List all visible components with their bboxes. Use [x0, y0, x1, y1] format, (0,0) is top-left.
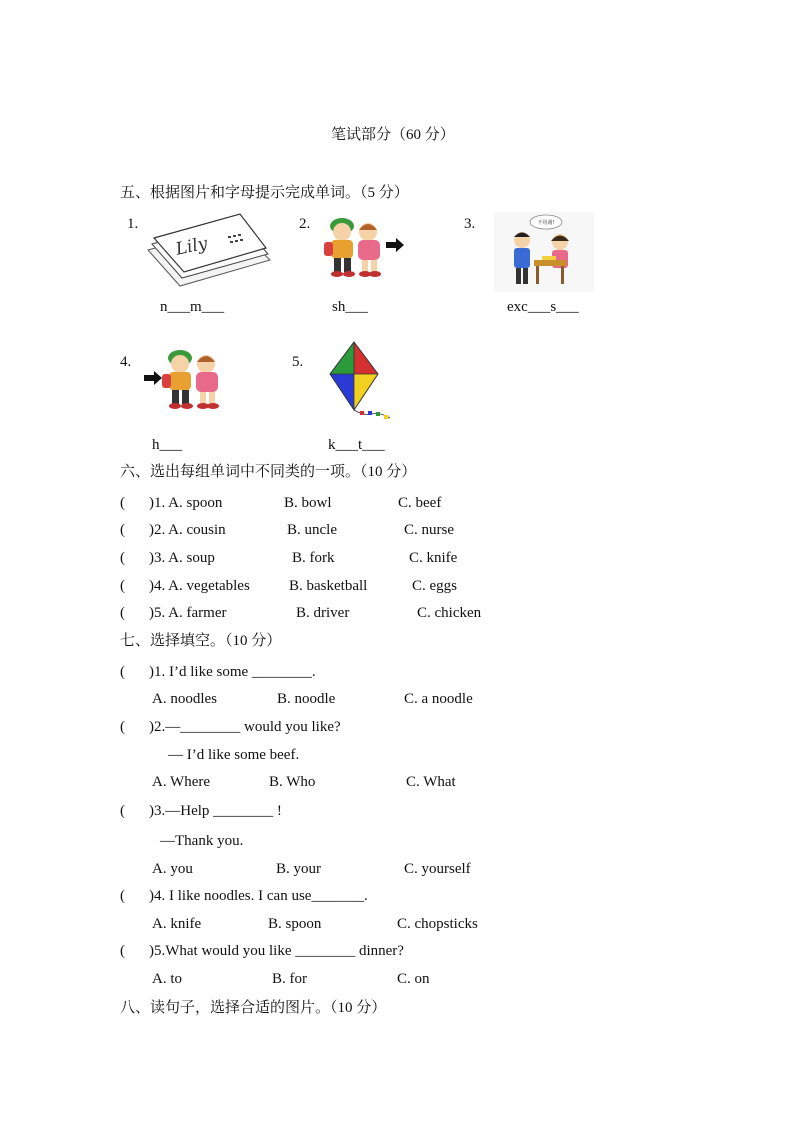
option-c: C. yourself [404, 861, 471, 877]
option-c: C. What [406, 774, 456, 790]
question-text: )3.—Help ________ ! [149, 803, 282, 819]
section-8-heading: 八、读句子，选择合适的图片。（10 分） [120, 1000, 387, 1016]
option-b: B. uncle [287, 522, 337, 538]
answer-paren: ( [120, 578, 125, 594]
option-b: B. fork [292, 550, 335, 566]
option-c: C. nurse [404, 522, 454, 538]
option-c: C. on [397, 971, 430, 987]
page-title: 笔试部分（60 分） [331, 127, 455, 143]
section-6-heading: 六、选出每组单词中不同类的一项。（10 分） [120, 464, 417, 480]
answer-paren: ( [120, 943, 125, 959]
answer-paren: ( [120, 550, 125, 566]
item-5-hint: k___t___ [328, 437, 385, 453]
item-1-hint: n___m___ [160, 299, 225, 315]
answer-paren: ( [120, 719, 125, 735]
option-c: C. knife [409, 550, 458, 566]
answer-paren: ( [120, 803, 125, 819]
option-c: C. chicken [417, 605, 482, 621]
item-5-number: 5. [292, 354, 304, 370]
option-a: A. you [152, 861, 193, 877]
item-2-number: 2. [299, 216, 311, 232]
option-b: B. for [272, 971, 307, 987]
question-text: )2. A. cousin [149, 522, 226, 538]
question-text: )1. I’d like some ________. [149, 664, 316, 680]
answer-paren: ( [120, 664, 125, 680]
option-a: A. noodles [152, 691, 217, 707]
question-text: )1. A. spoon [149, 495, 223, 511]
question-text: )3. A. soup [149, 550, 215, 566]
answer-paren: ( [120, 495, 125, 511]
item-1-number: 1. [127, 216, 139, 232]
dialogue-reply: — I’d like some beef. [168, 747, 300, 763]
item-3-number: 3. [464, 216, 476, 232]
item-4-number: 4. [120, 354, 132, 370]
two-children-shoulder-picture [318, 212, 408, 280]
two-children-hand-picture [142, 344, 232, 412]
answer-paren: ( [120, 888, 125, 904]
option-b: B. spoon [268, 916, 322, 932]
answer-paren: ( [120, 522, 125, 538]
option-c: C. a noodle [404, 691, 473, 707]
option-b: B. basketball [289, 578, 368, 594]
option-c: C. eggs [412, 578, 457, 594]
option-b: B. your [276, 861, 321, 877]
question-text: )5. A. farmer [149, 605, 227, 621]
option-b: B. noodle [277, 691, 336, 707]
section-7-heading: 七、选择填空。（10 分） [120, 633, 282, 649]
option-a: A. Where [152, 774, 211, 790]
question-text: )4. A. vegetables [149, 578, 250, 594]
name-card-picture [140, 212, 275, 292]
speech-bubble-text: 不用谢! [537, 220, 555, 226]
answer-paren: ( [120, 605, 125, 621]
option-b: B. Who [269, 774, 316, 790]
dialogue-reply: —Thank you. [160, 833, 244, 849]
option-c: C. chopsticks [397, 916, 478, 932]
option-a: A. to [152, 971, 182, 987]
question-text: )4. I like noodles. I can use_______. [149, 888, 368, 904]
item-3-hint: exc___s___ [507, 299, 579, 315]
question-text: )5.What would you like ________ dinner? [149, 943, 404, 959]
children-thank-you-picture [494, 212, 594, 292]
name-card-text: Lily [174, 233, 210, 260]
option-c: C. beef [398, 495, 442, 511]
option-b: B. driver [296, 605, 350, 621]
item-2-hint: sh___ [332, 299, 368, 315]
item-4-hint: h___ [152, 437, 182, 453]
question-text: )2.—________ would you like? [149, 719, 341, 735]
option-a: A. knife [152, 916, 202, 932]
kite-picture [324, 340, 396, 426]
option-b: B. bowl [284, 495, 332, 511]
section-5-heading: 五、根据图片和字母提示完成单词。（5 分） [120, 185, 409, 201]
